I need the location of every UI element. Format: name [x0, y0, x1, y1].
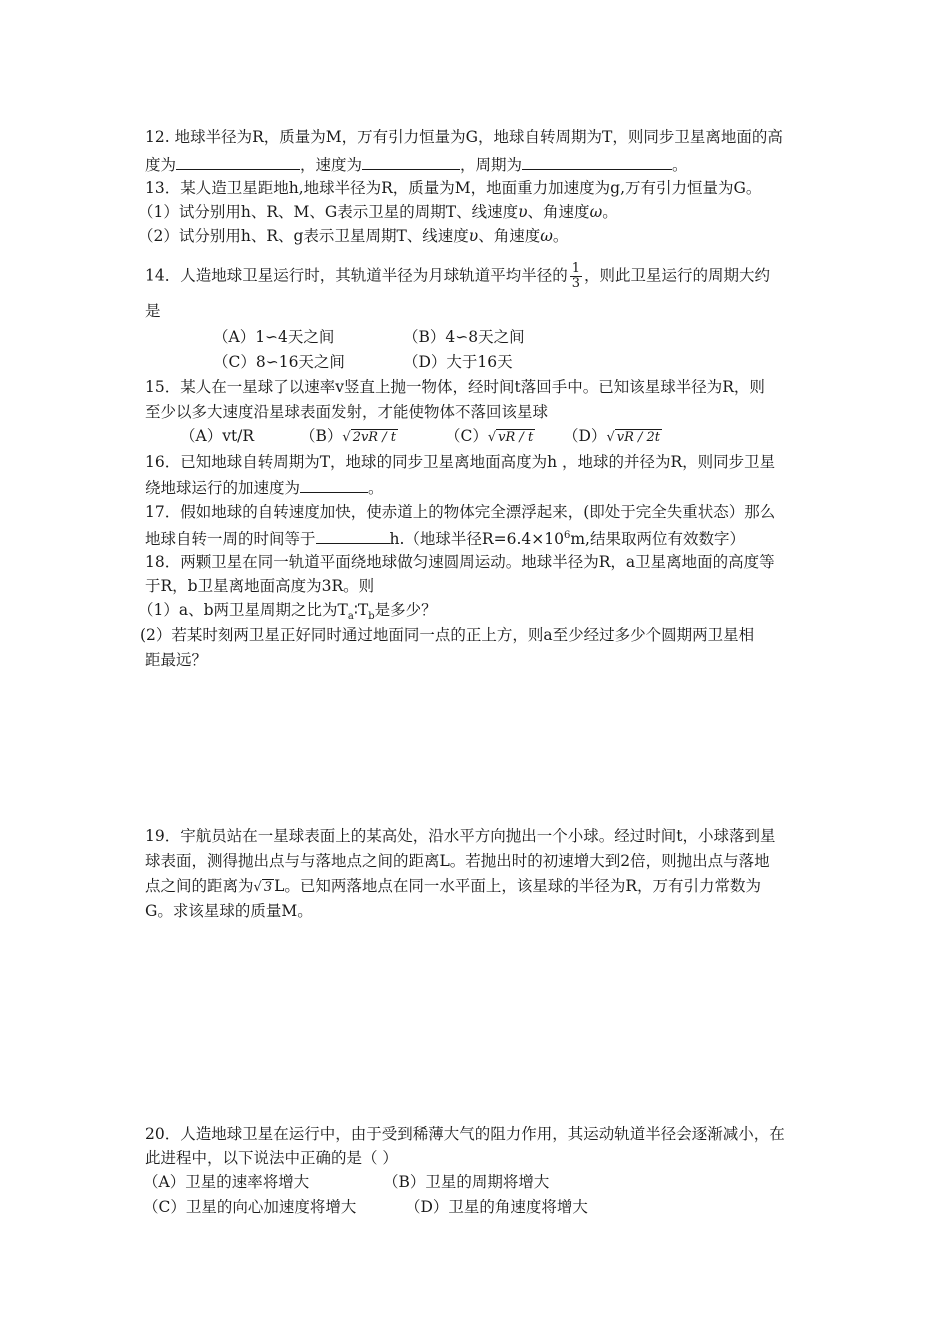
subscript-b: b	[368, 611, 375, 623]
q12-text-c: ，周期为	[460, 156, 523, 174]
q19-radicand: 3	[263, 880, 273, 895]
q13-part1-text-b: 、角速度	[527, 203, 590, 221]
q13-part2-text: （2）试分别用h、R、g表示卫星周期T、线速度	[138, 227, 469, 245]
q18-part1-end: 是多少？	[374, 601, 437, 619]
q16-text-b: 。	[368, 479, 384, 497]
q17-line1: 17．假如地球的自转速度加快，使赤道上的物体完全漂浮起来，(即处于完全失重状态）那么	[145, 503, 776, 521]
q13-part2	[138, 226, 568, 246]
fraction-numerator: 1	[571, 261, 581, 276]
q15-option-a[interactable]: （A）vt/R	[180, 427, 255, 445]
q16-line2	[145, 476, 384, 498]
q19-line4: G。求该星球的质量M。	[145, 902, 313, 920]
q16-line1: 16．已知地球自转周期为T，地球的同步卫星离地面高度为h ，地球的并径为R，则同步卫星	[145, 453, 776, 471]
one-third-fraction	[570, 262, 582, 291]
q12-line2	[145, 153, 688, 175]
subscript-a: a	[347, 611, 354, 623]
q17-text-a: 地球自转一周的时间等于	[145, 530, 316, 549]
q17-text-c: m,结果取两位有效数字）	[570, 530, 745, 549]
q12-line1: 12. 地球半径为R，质量为M，万有引力恒量为G，地球自转周期为T，则同步卫星离地面的高	[145, 128, 783, 146]
q18-line1: 18．两颗卫星在同一轨道平面绕地球做匀速圆周运动。地球半径为R，a卫星离地面的高度等	[145, 553, 775, 571]
q15-line2: 至少以多大速度沿星球表面发射，才能使物体不落回该星球	[145, 403, 549, 421]
q12-text-b: ，速度为	[300, 156, 363, 174]
q13-part1-text-c: 。	[602, 203, 618, 221]
q15-option-c-radicand: vR / t	[498, 430, 534, 445]
q15-line1: 15．某人在一星球了以速率v竖直上抛一物体，经时间t落回手中。已知该星球半径为R，则	[145, 378, 765, 396]
q18-part2-cont: 距最远？	[145, 651, 208, 669]
q20-line2: 此进程中，以下说法中正确的是（ ）	[145, 1149, 398, 1167]
q15-option-d-radicand: vR / 2t	[616, 430, 661, 445]
sqrt-icon: √ 3	[253, 880, 273, 895]
omega-symbol: ω	[589, 203, 603, 221]
q15-option-b-label: （B）	[300, 427, 343, 445]
q18-part1-ratio: ∶T	[353, 601, 369, 619]
q14-option-a[interactable]: （A）1∽4天之间	[213, 328, 335, 346]
q19-line3	[145, 876, 761, 898]
q15-option-b-radicand: 2vR / t	[352, 430, 396, 445]
sqrt-icon: √ vR / t	[487, 430, 534, 445]
q17-time-blank[interactable]	[316, 527, 390, 544]
q16-acceleration-blank[interactable]	[300, 476, 368, 493]
q15-option-c-label: （C）	[445, 427, 488, 445]
q19-text-a: 点之间的距离为	[145, 877, 254, 895]
q18-part2: (2）若某时刻两卫星正好同时通过地面同一点的正上方，则a至少经过多少个圆期两卫星相	[140, 626, 755, 644]
q15-option-d[interactable]	[563, 426, 662, 448]
sqrt-icon: √ vR / 2t	[606, 430, 661, 445]
q13-part2-text-b: 、角速度	[478, 227, 541, 245]
q15-option-b[interactable]	[300, 426, 398, 448]
q14-line1	[145, 262, 770, 291]
q18-line2: 于R，b卫星离地面高度为3R。则	[145, 577, 375, 595]
q19-text-b: L。已知两落地点在同一水平面上，该星球的半径为R，万有引力常数为	[274, 877, 762, 895]
q20-option-b[interactable]: （B）卫星的周期将增大	[383, 1173, 550, 1191]
q18-part1	[138, 600, 437, 627]
q14-option-d[interactable]: （D）大于16天	[403, 353, 513, 371]
q14-option-b[interactable]: （B）4∽8天之间	[403, 328, 525, 346]
velocity-symbol: υ	[468, 227, 479, 245]
q14-line2: 是	[145, 302, 161, 320]
q17-line2	[145, 526, 745, 549]
q20-option-a[interactable]: （A）卫星的速率将增大	[143, 1173, 310, 1191]
exponent: 6	[563, 530, 571, 541]
q12-period-blank[interactable]	[522, 153, 672, 170]
q14-text-b: ，则此卫星运行的周期大约	[584, 266, 771, 285]
q19-line1: 19．宇航员站在一星球表面上的某高处，沿水平方向抛出一个小球。经过时间t，小球落到星	[145, 827, 776, 845]
q15-option-d-label: （D）	[563, 427, 607, 445]
q14-option-c[interactable]: （C）8∽16天之间	[213, 353, 345, 371]
q12-text-a: 度为	[145, 156, 177, 174]
q15-option-c[interactable]	[445, 426, 535, 448]
q14-text-a: 14．人造地球卫星运行时，其轨道半径为月球轨道平均半径的	[145, 266, 568, 285]
q20-line1: 20．人造地球卫星在运行中，由于受到稀薄大气的阻力作用，其运动轨道半径会逐渐减小，在	[145, 1125, 785, 1143]
q18-part1-text: （1）a、b两卫星周期之比为T	[138, 601, 348, 619]
q19-line2: 球表面，测得抛出点与与落地点之间的距离L。若抛出时的初速增大到2倍，则抛出点与落地	[145, 852, 770, 870]
q13-part1	[138, 202, 618, 222]
q13-part2-text-c: 。	[552, 227, 569, 245]
q17-text-b: h.（地球半径R=6.4×10	[389, 530, 564, 549]
velocity-symbol: υ	[518, 203, 528, 221]
omega-symbol: ω	[540, 227, 553, 245]
q12-height-blank[interactable]	[176, 153, 300, 170]
q20-option-c[interactable]: （C）卫星的向心加速度将增大	[143, 1198, 357, 1216]
sqrt-icon: √ 2vR / t	[342, 430, 396, 445]
q20-option-d[interactable]: （D）卫星的角速度将增大	[405, 1198, 588, 1216]
fraction-denominator: 3	[571, 276, 581, 291]
q16-text-a: 绕地球运行的加速度为	[145, 479, 301, 497]
q13-line1: 13．某人造卫星距地h,地球半径为R，质量为M，地面重力加速度为g,万有引力恒量为G。	[145, 179, 762, 197]
q12-speed-blank[interactable]	[362, 153, 460, 170]
q13-part1-text: （1）试分别用h、R、M、G表示卫星的周期T、线速度	[138, 203, 519, 221]
q12-text-d: 。	[672, 156, 688, 174]
